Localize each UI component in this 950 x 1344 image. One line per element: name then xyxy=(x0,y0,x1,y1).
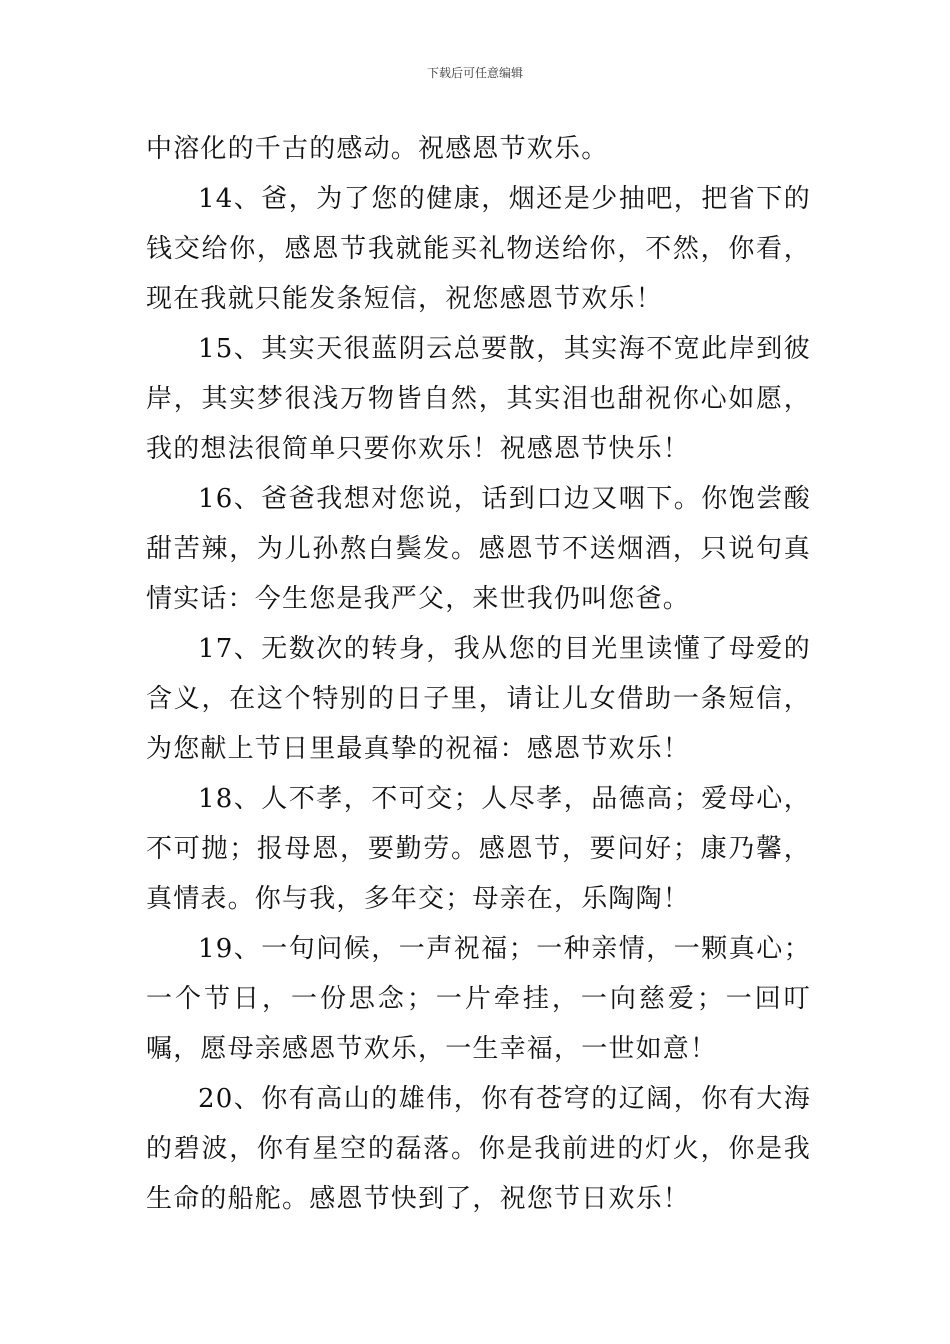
paragraph-continued: 中溶化的千古的感动。祝感恩节欢乐。 xyxy=(146,134,609,164)
paragraph-19: 19、一句问候，一声祝福；一种亲情，一颗真心；一个节日，一份思念；一片牵挂，一向慈爱；一回叮嘱，愿母亲感恩节欢乐，一生幸福，一世如意！ xyxy=(146,934,811,1064)
paragraph-14: 14、爸，为了您的健康，烟还是少抽吧，把省下的钱交给你，感恩节我就能买礼物送给你，不然，你看，现在我就只能发条短信，祝您感恩节欢乐！ xyxy=(146,184,811,314)
paragraph-17: 17、无数次的转身，我从您的目光里读懂了母爱的含义，在这个特别的日子里，请让儿女借助一条短信，为您献上节日里最真挚的祝福：感恩节欢乐！ xyxy=(146,634,811,764)
page-header: 下载后可任意编辑 xyxy=(426,66,523,80)
document-body xyxy=(146,124,811,1224)
paragraph-15: 15、其实天很蓝阴云总要散，其实海不宽此岸到彼岸，其实梦很浅万物皆自然，其实泪也甜祝你心如愿，我的想法很简单只要你欢乐！祝感恩节快乐！ xyxy=(146,334,811,464)
paragraph-18: 18、人不孝，不可交；人尽孝，品德高；爱母心，不可抛；报母恩，要勤劳。感恩节，要问好；康乃馨，真情表。你与我，多年交；母亲在，乐陶陶！ xyxy=(146,784,811,914)
paragraph-20: 20、你有高山的雄伟，你有苍穹的辽阔，你有大海的碧波，你有星空的磊落。你是我前进的灯火，你是我生命的船舵。感恩节快到了，祝您节日欢乐！ xyxy=(146,1084,811,1214)
paragraph-16: 16、爸爸我想对您说，话到口边又咽下。你饱尝酸甜苦辣，为儿孙熬白鬓发。感恩节不送烟酒，只说句真情实话：今生您是我严父，来世我仍叫您爸。 xyxy=(146,484,811,614)
